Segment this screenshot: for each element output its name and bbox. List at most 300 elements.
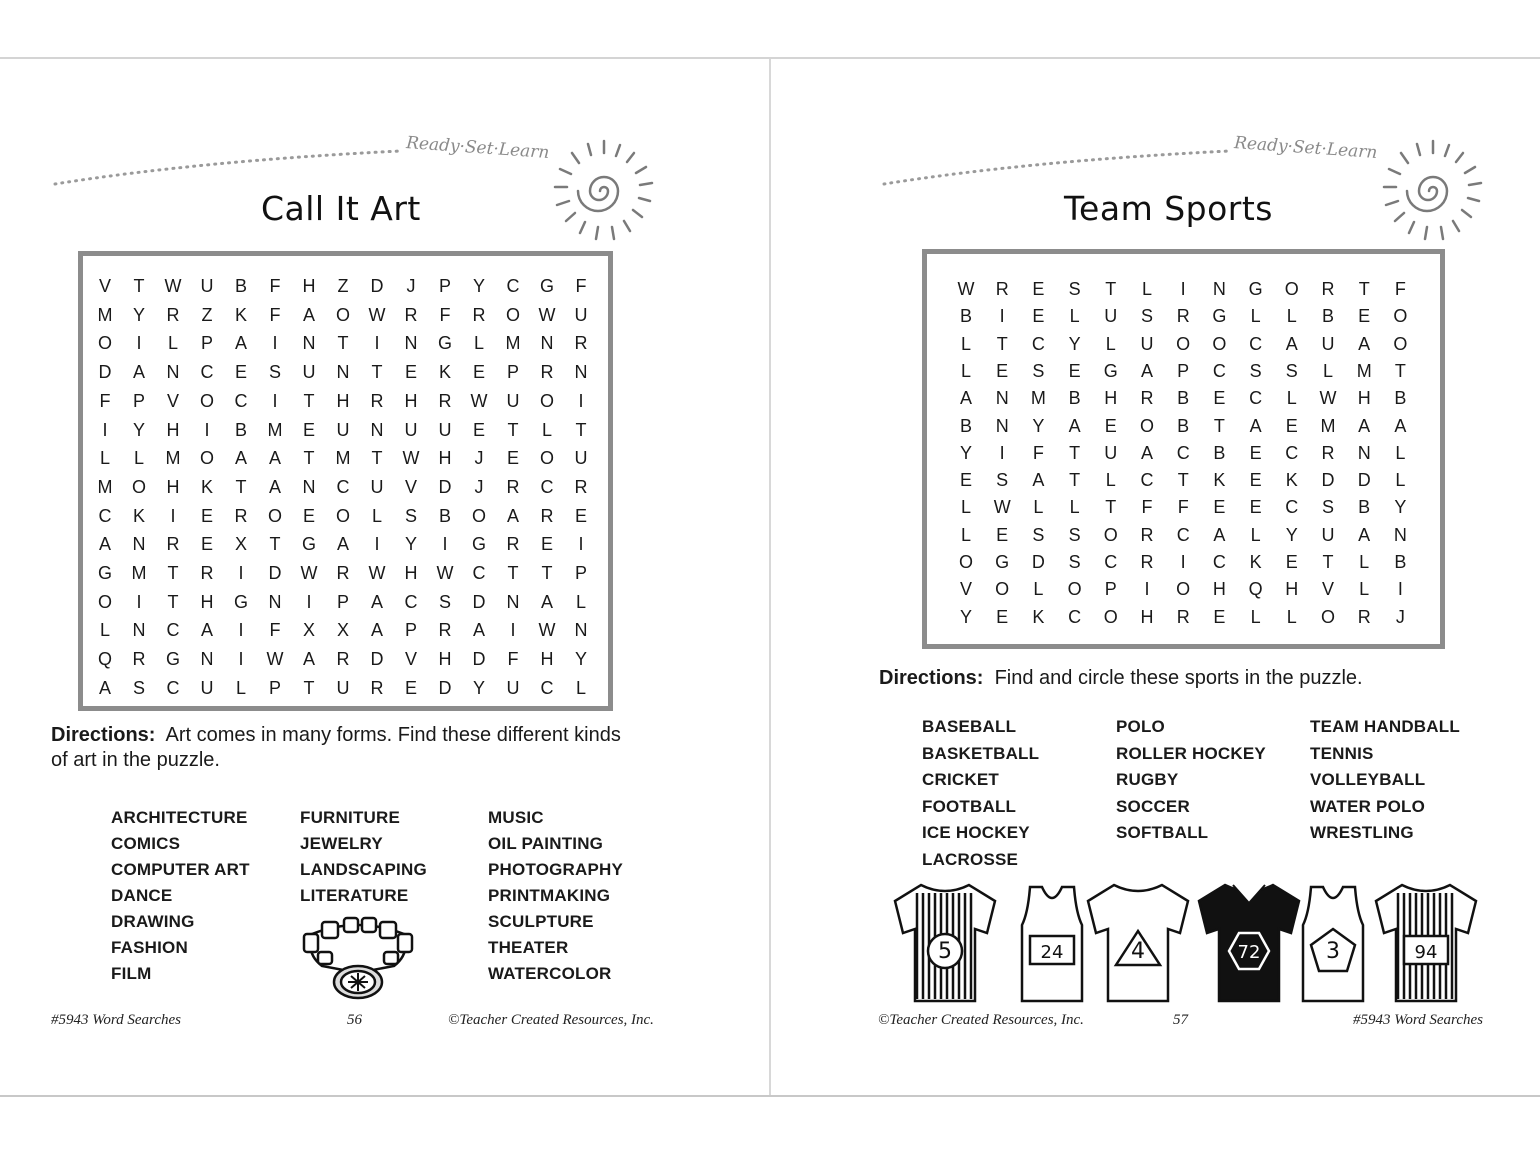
- grid-letter[interactable]: O: [335, 505, 350, 526]
- grid-letter[interactable]: I: [999, 306, 1005, 327]
- grid-letter[interactable]: O: [1212, 333, 1227, 354]
- grid-letter[interactable]: A: [1140, 360, 1153, 381]
- grid-letter[interactable]: Y: [1068, 333, 1081, 354]
- grid-letter[interactable]: N: [506, 591, 520, 612]
- grid-letter[interactable]: V: [98, 276, 111, 296]
- grid-letter[interactable]: U: [404, 419, 418, 440]
- grid-letter[interactable]: G: [437, 333, 452, 354]
- grid-letter[interactable]: R: [1357, 606, 1371, 627]
- grid-letter[interactable]: L: [1322, 360, 1333, 381]
- grid-letter[interactable]: K: [1213, 470, 1226, 491]
- grid-letter[interactable]: A: [1032, 470, 1045, 491]
- grid-letter[interactable]: A: [1358, 415, 1371, 436]
- grid-letter[interactable]: S: [1068, 524, 1081, 545]
- grid-letter[interactable]: E: [302, 505, 315, 526]
- grid-letter[interactable]: M: [97, 304, 113, 325]
- grid-letter[interactable]: S: [1249, 360, 1262, 381]
- grid-letter[interactable]: O: [958, 552, 973, 572]
- grid-letter[interactable]: M: [131, 563, 147, 583]
- grid-letter[interactable]: M: [267, 419, 283, 440]
- grid-letter[interactable]: C: [1104, 552, 1118, 572]
- grid-letter[interactable]: Y: [959, 606, 972, 627]
- grid-letter[interactable]: C: [234, 390, 248, 411]
- grid-letter[interactable]: H: [404, 390, 418, 411]
- grid-letter[interactable]: W: [538, 620, 556, 641]
- grid-letter[interactable]: I: [1397, 579, 1403, 600]
- grid-letter[interactable]: L: [1250, 524, 1261, 545]
- grid-letter[interactable]: U: [1321, 333, 1335, 354]
- grid-letter[interactable]: I: [136, 591, 142, 612]
- grid-letter[interactable]: E: [200, 505, 213, 526]
- grid-letter[interactable]: E: [1249, 442, 1262, 463]
- grid-letter[interactable]: H: [166, 419, 180, 440]
- grid-letter[interactable]: L: [1395, 442, 1406, 463]
- grid-letter[interactable]: D: [1321, 470, 1335, 491]
- grid-letter[interactable]: R: [995, 279, 1009, 299]
- grid-letter[interactable]: M: [1320, 415, 1336, 436]
- grid-letter[interactable]: R: [166, 534, 180, 555]
- grid-letter[interactable]: E: [1213, 606, 1226, 627]
- grid-letter[interactable]: Y: [132, 419, 145, 440]
- grid-letter[interactable]: E: [506, 448, 519, 469]
- grid-letter[interactable]: H: [438, 649, 452, 670]
- grid-letter[interactable]: A: [234, 448, 247, 469]
- grid-letter[interactable]: E: [996, 524, 1009, 545]
- grid-letter[interactable]: C: [1176, 442, 1190, 463]
- grid-letter[interactable]: N: [540, 333, 554, 354]
- grid-letter[interactable]: L: [235, 677, 246, 698]
- grid-letter[interactable]: A: [268, 448, 281, 469]
- grid-letter[interactable]: U: [506, 677, 520, 698]
- grid-letter[interactable]: O: [1103, 524, 1118, 545]
- grid-letter[interactable]: I: [306, 591, 312, 612]
- grid-letter[interactable]: B: [1394, 388, 1407, 409]
- grid-letter[interactable]: R: [1321, 442, 1335, 463]
- grid-letter[interactable]: Z: [201, 304, 213, 325]
- grid-letter[interactable]: H: [200, 591, 214, 612]
- grid-letter[interactable]: T: [303, 448, 315, 469]
- grid-letter[interactable]: G: [165, 649, 180, 670]
- grid-letter[interactable]: V: [959, 579, 972, 600]
- grid-letter[interactable]: I: [442, 534, 448, 555]
- grid-letter[interactable]: A: [370, 620, 383, 641]
- grid-letter[interactable]: N: [574, 362, 588, 383]
- grid-letter[interactable]: H: [1212, 579, 1226, 600]
- grid-letter[interactable]: N: [132, 534, 146, 555]
- grid-letter[interactable]: J: [1395, 606, 1405, 627]
- grid-letter[interactable]: O: [199, 390, 214, 411]
- grid-letter[interactable]: U: [438, 419, 452, 440]
- grid-letter[interactable]: A: [1140, 442, 1153, 463]
- grid-letter[interactable]: A: [268, 476, 281, 497]
- grid-letter[interactable]: O: [1103, 606, 1118, 627]
- grid-letter[interactable]: J: [406, 276, 416, 296]
- grid-letter[interactable]: D: [1357, 470, 1371, 491]
- grid-letter[interactable]: F: [269, 276, 281, 296]
- grid-letter[interactable]: Y: [959, 442, 972, 463]
- grid-letter[interactable]: E: [1032, 279, 1045, 299]
- grid-letter[interactable]: E: [1032, 306, 1045, 327]
- grid-letter[interactable]: N: [302, 333, 316, 354]
- grid-letter[interactable]: I: [102, 419, 108, 440]
- grid-letter[interactable]: A: [132, 362, 145, 383]
- grid-letter[interactable]: H: [404, 563, 418, 583]
- grid-letter[interactable]: L: [960, 333, 971, 354]
- grid-letter[interactable]: S: [1032, 524, 1045, 545]
- grid-letter[interactable]: N: [268, 591, 282, 612]
- grid-letter[interactable]: R: [540, 362, 554, 383]
- grid-letter[interactable]: T: [507, 419, 519, 440]
- grid-letter[interactable]: L: [1286, 388, 1297, 409]
- grid-letter[interactable]: S: [1285, 360, 1298, 381]
- grid-letter[interactable]: T: [1358, 279, 1370, 299]
- grid-letter[interactable]: I: [238, 620, 244, 641]
- grid-letter[interactable]: H: [1357, 388, 1371, 409]
- grid-letter[interactable]: R: [574, 476, 588, 497]
- grid-letter[interactable]: W: [957, 279, 975, 299]
- grid-letter[interactable]: C: [1249, 388, 1263, 409]
- grid-letter[interactable]: R: [234, 505, 248, 526]
- grid-letter[interactable]: R: [540, 505, 554, 526]
- grid-letter[interactable]: G: [1103, 360, 1118, 381]
- grid-letter[interactable]: W: [993, 497, 1011, 518]
- grid-letter[interactable]: R: [438, 390, 452, 411]
- grid-letter[interactable]: H: [166, 476, 180, 497]
- grid-letter[interactable]: E: [1249, 497, 1262, 518]
- grid-letter[interactable]: T: [1069, 442, 1081, 463]
- grid-letter[interactable]: Y: [472, 276, 485, 296]
- grid-letter[interactable]: A: [98, 534, 111, 555]
- grid-letter[interactable]: B: [1177, 415, 1190, 436]
- grid-letter[interactable]: S: [996, 470, 1009, 491]
- grid-letter[interactable]: N: [404, 333, 418, 354]
- grid-letter[interactable]: O: [1320, 606, 1335, 627]
- grid-letter[interactable]: A: [1213, 524, 1226, 545]
- grid-letter[interactable]: P: [506, 362, 519, 383]
- grid-letter[interactable]: B: [1358, 497, 1371, 518]
- grid-letter[interactable]: R: [370, 677, 384, 698]
- grid-letter[interactable]: F: [99, 390, 111, 411]
- grid-letter[interactable]: C: [166, 677, 180, 698]
- grid-letter[interactable]: S: [1140, 306, 1153, 327]
- grid-letter[interactable]: R: [506, 534, 520, 555]
- grid-letter[interactable]: G: [539, 276, 554, 296]
- grid-letter[interactable]: L: [1069, 306, 1080, 327]
- grid-letter[interactable]: U: [370, 476, 384, 497]
- grid-letter[interactable]: T: [1069, 470, 1081, 491]
- grid-letter[interactable]: G: [233, 591, 248, 612]
- grid-letter[interactable]: V: [404, 476, 417, 497]
- grid-letter[interactable]: L: [1033, 497, 1044, 518]
- grid-letter[interactable]: T: [371, 362, 383, 383]
- grid-letter[interactable]: M: [165, 448, 181, 469]
- grid-letter[interactable]: Y: [132, 304, 145, 325]
- grid-letter[interactable]: H: [1140, 606, 1154, 627]
- grid-letter[interactable]: U: [336, 677, 350, 698]
- grid-letter[interactable]: N: [574, 620, 588, 641]
- grid-letter[interactable]: L: [167, 333, 178, 354]
- grid-letter[interactable]: A: [370, 591, 383, 612]
- grid-letter[interactable]: T: [996, 333, 1008, 354]
- grid-letter[interactable]: B: [959, 306, 972, 327]
- grid-letter[interactable]: W: [436, 563, 454, 583]
- grid-letter[interactable]: U: [574, 304, 588, 325]
- grid-letter[interactable]: U: [200, 677, 214, 698]
- grid-letter[interactable]: A: [234, 333, 247, 354]
- grid-letter[interactable]: L: [960, 497, 971, 518]
- grid-letter[interactable]: N: [370, 419, 384, 440]
- grid-letter[interactable]: O: [1393, 333, 1408, 354]
- grid-letter[interactable]: C: [1212, 552, 1226, 572]
- grid-letter[interactable]: R: [1140, 388, 1154, 409]
- grid-letter[interactable]: F: [1394, 279, 1406, 299]
- grid-letter[interactable]: I: [238, 563, 244, 583]
- grid-letter[interactable]: O: [199, 448, 214, 469]
- grid-letter[interactable]: N: [132, 620, 146, 641]
- grid-letter[interactable]: K: [132, 505, 145, 526]
- grid-letter[interactable]: D: [98, 362, 112, 383]
- grid-letter[interactable]: W: [266, 649, 284, 670]
- grid-letter[interactable]: O: [539, 390, 554, 411]
- grid-letter[interactable]: T: [371, 448, 383, 469]
- grid-letter[interactable]: L: [1359, 579, 1370, 600]
- grid-letter[interactable]: B: [1068, 388, 1081, 409]
- grid-letter[interactable]: T: [269, 534, 281, 555]
- grid-letter[interactable]: S: [438, 591, 451, 612]
- grid-letter[interactable]: E: [472, 362, 485, 383]
- grid-letter[interactable]: B: [234, 276, 247, 296]
- grid-letter[interactable]: H: [1104, 388, 1118, 409]
- grid-letter[interactable]: C: [472, 563, 486, 583]
- grid-letter[interactable]: I: [510, 620, 516, 641]
- grid-letter[interactable]: E: [404, 362, 417, 383]
- grid-letter[interactable]: O: [1176, 333, 1191, 354]
- grid-letter[interactable]: E: [996, 606, 1009, 627]
- grid-letter[interactable]: F: [1177, 497, 1189, 518]
- grid-letter[interactable]: C: [540, 677, 554, 698]
- grid-letter[interactable]: Y: [472, 677, 485, 698]
- grid-letter[interactable]: C: [1031, 333, 1045, 354]
- grid-letter[interactable]: F: [507, 649, 519, 670]
- grid-letter[interactable]: H: [1285, 579, 1299, 600]
- grid-letter[interactable]: I: [578, 390, 584, 411]
- grid-letter[interactable]: A: [302, 649, 315, 670]
- grid-letter[interactable]: P: [1104, 579, 1117, 600]
- grid-letter[interactable]: G: [471, 534, 486, 555]
- grid-letter[interactable]: L: [473, 333, 484, 354]
- grid-letter[interactable]: U: [574, 448, 588, 469]
- grid-letter[interactable]: E: [234, 362, 247, 383]
- grid-letter[interactable]: N: [1357, 442, 1371, 463]
- grid-letter[interactable]: U: [506, 390, 520, 411]
- grid-letter[interactable]: L: [1105, 470, 1116, 491]
- grid-letter[interactable]: Y: [1394, 497, 1407, 518]
- grid-letter[interactable]: B: [959, 415, 972, 436]
- grid-letter[interactable]: L: [1250, 606, 1261, 627]
- grid-letter[interactable]: L: [133, 448, 144, 469]
- grid-letter[interactable]: P: [574, 563, 587, 583]
- grid-letter[interactable]: C: [1285, 442, 1299, 463]
- grid-letter[interactable]: E: [959, 470, 972, 491]
- grid-letter[interactable]: L: [1141, 279, 1152, 299]
- grid-letter[interactable]: R: [336, 563, 350, 583]
- grid-letter[interactable]: K: [234, 304, 247, 325]
- grid-letter[interactable]: E: [1358, 306, 1371, 327]
- grid-letter[interactable]: S: [268, 362, 281, 383]
- grid-letter[interactable]: L: [1286, 306, 1297, 327]
- grid-letter[interactable]: R: [574, 333, 588, 354]
- grid-letter[interactable]: U: [1104, 306, 1118, 327]
- grid-letter[interactable]: E: [1285, 415, 1298, 436]
- grid-letter[interactable]: D: [268, 563, 282, 583]
- grid-letter[interactable]: R: [506, 476, 520, 497]
- grid-letter[interactable]: E: [1285, 552, 1298, 572]
- grid-letter[interactable]: N: [995, 388, 1009, 409]
- grid-letter[interactable]: A: [540, 591, 553, 612]
- grid-letter[interactable]: S: [1068, 279, 1081, 299]
- grid-letter[interactable]: I: [1180, 279, 1186, 299]
- grid-letter[interactable]: C: [540, 476, 554, 497]
- grid-letter[interactable]: E: [1213, 388, 1226, 409]
- grid-letter[interactable]: W: [538, 304, 556, 325]
- grid-letter[interactable]: U: [200, 276, 214, 296]
- grid-letter[interactable]: L: [1286, 606, 1297, 627]
- grid-letter[interactable]: Y: [1032, 415, 1045, 436]
- grid-letter[interactable]: L: [1359, 552, 1370, 572]
- grid-letter[interactable]: A: [200, 620, 213, 641]
- grid-letter[interactable]: R: [370, 390, 384, 411]
- grid-letter[interactable]: F: [439, 304, 451, 325]
- grid-letter[interactable]: T: [133, 276, 145, 296]
- grid-letter[interactable]: A: [336, 534, 349, 555]
- grid-letter[interactable]: U: [302, 362, 316, 383]
- grid-letter[interactable]: K: [1032, 606, 1045, 627]
- grid-letter[interactable]: M: [335, 448, 351, 469]
- grid-letter[interactable]: T: [303, 677, 315, 698]
- grid-letter[interactable]: O: [1176, 579, 1191, 600]
- grid-letter[interactable]: I: [1144, 579, 1150, 600]
- grid-letter[interactable]: L: [99, 620, 110, 641]
- grid-letter[interactable]: A: [1358, 524, 1371, 545]
- grid-letter[interactable]: J: [474, 448, 484, 469]
- grid-letter[interactable]: O: [505, 304, 520, 325]
- grid-letter[interactable]: L: [1105, 333, 1116, 354]
- grid-letter[interactable]: I: [999, 442, 1005, 463]
- grid-letter[interactable]: B: [1213, 442, 1226, 463]
- grid-letter[interactable]: X: [336, 620, 349, 641]
- grid-letter[interactable]: T: [1177, 470, 1189, 491]
- grid-letter[interactable]: A: [472, 620, 485, 641]
- grid-letter[interactable]: I: [374, 333, 380, 354]
- grid-letter[interactable]: C: [404, 591, 418, 612]
- grid-letter[interactable]: L: [99, 448, 110, 469]
- grid-letter[interactable]: M: [97, 476, 113, 497]
- grid-letter[interactable]: W: [164, 276, 182, 296]
- grid-letter[interactable]: T: [1105, 497, 1117, 518]
- grid-letter[interactable]: E: [540, 534, 553, 555]
- grid-letter[interactable]: C: [1249, 333, 1263, 354]
- grid-letter[interactable]: A: [302, 304, 315, 325]
- grid-letter[interactable]: T: [167, 591, 179, 612]
- grid-letter[interactable]: B: [1321, 306, 1334, 327]
- grid-letter[interactable]: D: [438, 677, 452, 698]
- grid-letter[interactable]: O: [267, 505, 282, 526]
- grid-letter[interactable]: R: [166, 304, 180, 325]
- grid-letter[interactable]: R: [336, 649, 350, 670]
- grid-letter[interactable]: H: [540, 649, 554, 670]
- grid-letter[interactable]: R: [1140, 552, 1154, 572]
- grid-letter[interactable]: P: [438, 276, 451, 296]
- grid-letter[interactable]: A: [98, 677, 111, 698]
- grid-letter[interactable]: V: [1321, 579, 1334, 600]
- grid-letter[interactable]: G: [995, 552, 1010, 572]
- grid-letter[interactable]: I: [204, 419, 210, 440]
- grid-letter[interactable]: T: [303, 390, 315, 411]
- grid-letter[interactable]: F: [269, 304, 281, 325]
- grid-letter[interactable]: O: [1393, 306, 1408, 327]
- grid-letter[interactable]: M: [1356, 360, 1372, 381]
- grid-letter[interactable]: L: [1395, 470, 1406, 491]
- grid-letter[interactable]: S: [1068, 552, 1081, 572]
- grid-letter[interactable]: D: [370, 276, 384, 296]
- grid-letter[interactable]: Y: [404, 534, 417, 555]
- grid-letter[interactable]: R: [1140, 524, 1154, 545]
- grid-letter[interactable]: N: [200, 649, 214, 670]
- grid-letter[interactable]: I: [1180, 552, 1186, 572]
- grid-letter[interactable]: I: [272, 333, 278, 354]
- grid-letter[interactable]: E: [1249, 470, 1262, 491]
- grid-letter[interactable]: R: [438, 620, 452, 641]
- grid-letter[interactable]: B: [234, 419, 247, 440]
- grid-letter[interactable]: T: [235, 476, 247, 497]
- grid-letter[interactable]: W: [470, 390, 488, 411]
- grid-letter[interactable]: K: [438, 362, 451, 383]
- grid-letter[interactable]: T: [167, 563, 179, 583]
- grid-letter[interactable]: C: [1285, 497, 1299, 518]
- grid-letter[interactable]: T: [1394, 360, 1406, 381]
- grid-letter[interactable]: O: [97, 591, 112, 612]
- grid-letter[interactable]: C: [166, 620, 180, 641]
- grid-letter[interactable]: Q: [97, 649, 112, 670]
- grid-letter[interactable]: O: [1284, 279, 1299, 299]
- grid-letter[interactable]: U: [1321, 524, 1335, 545]
- grid-letter[interactable]: I: [136, 333, 142, 354]
- grid-letter[interactable]: E: [996, 360, 1009, 381]
- grid-letter[interactable]: D: [472, 649, 486, 670]
- grid-letter[interactable]: N: [1393, 524, 1407, 545]
- grid-letter[interactable]: R: [1321, 279, 1335, 299]
- grid-letter[interactable]: L: [960, 524, 971, 545]
- grid-letter[interactable]: E: [1104, 415, 1117, 436]
- grid-letter[interactable]: E: [1068, 360, 1081, 381]
- grid-letter[interactable]: W: [368, 304, 386, 325]
- grid-letter[interactable]: N: [1212, 279, 1226, 299]
- grid-letter[interactable]: P: [404, 620, 417, 641]
- grid-letter[interactable]: G: [1212, 306, 1227, 327]
- grid-letter[interactable]: E: [1213, 497, 1226, 518]
- grid-letter[interactable]: R: [1176, 306, 1190, 327]
- grid-letter[interactable]: W: [300, 563, 318, 583]
- grid-letter[interactable]: M: [505, 333, 521, 354]
- grid-letter[interactable]: O: [97, 333, 112, 354]
- grid-letter[interactable]: H: [438, 448, 452, 469]
- grid-letter[interactable]: E: [574, 505, 587, 526]
- grid-letter[interactable]: W: [402, 448, 420, 469]
- grid-letter[interactable]: H: [336, 390, 350, 411]
- grid-letter[interactable]: T: [337, 333, 349, 354]
- grid-letter[interactable]: K: [1285, 470, 1298, 491]
- grid-letter[interactable]: N: [302, 476, 316, 497]
